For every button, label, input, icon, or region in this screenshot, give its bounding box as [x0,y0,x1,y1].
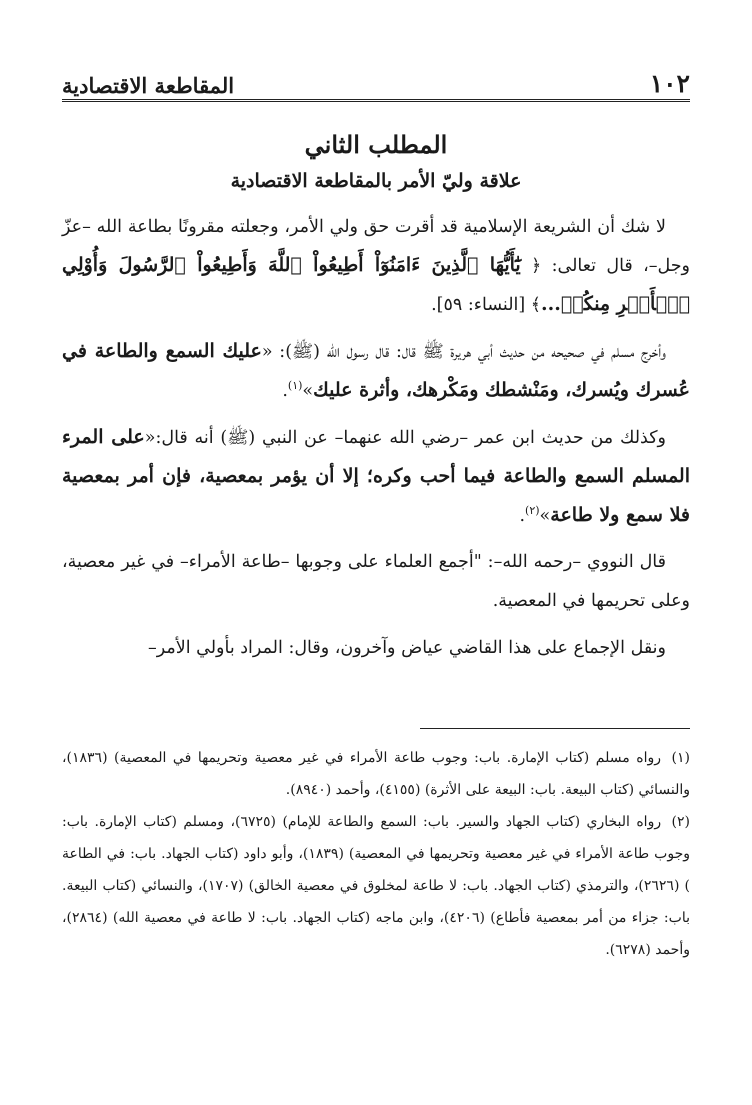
footnotes [62,742,690,966]
footnote-ref: (٢) [525,504,540,518]
paragraph-text: وكذلك من حديث ابن عمر –رضي الله عنهما– عن النبي (ﷺ) أنه قال:« [144,428,666,448]
footnote-ref: (١) [287,379,303,393]
footnote-text: رواه مسلم (كتاب الإمارة. باب: وجوب طاعة الأمراء في غير معصية وتحريمها في المعصية) (١٨٣٦)، والنسائي (كتاب البيعة. باب: البيعة على الأثرة) (٤١٥٥)، وأحمد (٨٩٤٠). [62,750,690,798]
section-subtitle: علاقة وليّ الأمر بالمقاطعة الاقتصادية [230,170,522,192]
paragraph-text: ﴾ [النساء: ٥٩]. [431,295,542,315]
header-rule [62,99,690,104]
running-header [62,62,690,96]
footnote [62,806,690,966]
footnote-number: (٢) [671,814,690,830]
footnote [62,742,690,806]
paragraph-text: » [539,506,551,526]
paragraph-text: ونقل الإجماع على هذا القاضي عياض وآخرون، وقال: المراد بأولي الأمر– [147,638,666,658]
quran-verse: يَٰٓأَيُّهَا ٱلَّذِينَ ءَامَنُوٓاْ أَطِيعُواْ ٱللَّهَ وَأَطِيعُواْ ٱلرَّسُولَ وَأُوْلِي ٱلۡأَمۡرِ مِنكُمۡ... [62,254,690,315]
paragraph-text: » [302,381,314,401]
running-title: المقاطعة الاقتصادية [62,73,235,98]
paragraph: وكذلك من حديث ابن عمر –رضي الله عنهما– عن النبي (ﷺ) أنه قال:«على المرء المسلم السمع والطاعة فيما أحب وكره؛ إلا أن يؤمر بمعصية، فإن أمر بمعصية فلا سمع ولا طاعة»$^{(٢)}$. [62,426,690,526]
paragraph [62,208,690,324]
section-title: المطلب الثاني [304,130,448,159]
footnote-text: رواه البخاري (كتاب الجهاد والسير. باب: السمع والطاعة للإمام) (٦٧٢٥)، ومسلم (كتاب الإمارة. باب: وجوب طاعة الأمراء في غير معصية وتحريمها في المعصية) (١٨٣٩)، وأبو داود (كتاب الجهاد. باب: في الطاعة ) (٢٦٢٦)، والترمذي (كتاب الجهاد. باب: لا طاعة لمخلوق في معصية الخالق) (١٧٠٧)، والنسائي (كتاب البيعة. باب: جزاء من أمر بمعصية فأطاع) (٤٢٠٦)، وابن ماجه (كتاب الجهاد. باب: لا طاعة في معصية الله) (٢٨٦٤)، وأحمد (٦٢٧٨). [62,814,691,958]
paragraph-text: لا شك أن الشريعة الإسلامية قد أقرت حق ولي الأمر، وجعلته مقرونًا بطاعة الله –عزّ وجل–، قال تعالى: ﴿ [62,217,690,276]
hadith-quote: على المرء المسلم السمع والطاعة فيما أحب وكره؛ إلا أن يؤمر بمعصية، فإن أمر بمعصية فلا سمع ولا طاعة [62,426,690,526]
paragraph [62,628,690,667]
body-text [62,208,690,675]
hadith-quote: عليك السمع والطاعة في عُسرك ويُسرك، ومَنْشطك ومَكْرهك، وأثرة عليك [62,340,690,401]
paragraph: وأخرج مسلم في صحيحه من حديث أبي هريرة ﷺ قال: قال رسول الله (ﷺ): «عليك السمع والطاعة في عُسرك ويُسرك، ومَنْشطك ومَكْرهك، وأثرة عليك»$^{(١)}$. [62,340,690,401]
paragraph [62,543,690,620]
paragraph-text: وأخرج مسلم في صحيحه من حديث أبي هريرة ﷺ قال: قال رسول الله (ﷺ): « [261,342,666,362]
footnote-number: (١) [671,750,690,766]
footnote-separator [420,728,690,729]
paragraph-text: قال النووي –رحمه الله–: "أجمع العلماء على وجوبها –طاعة الأمراء– في غير معصية، وعلى تحريمها في المعصية. [62,552,690,611]
page-number: ١٠٢ [649,69,690,98]
